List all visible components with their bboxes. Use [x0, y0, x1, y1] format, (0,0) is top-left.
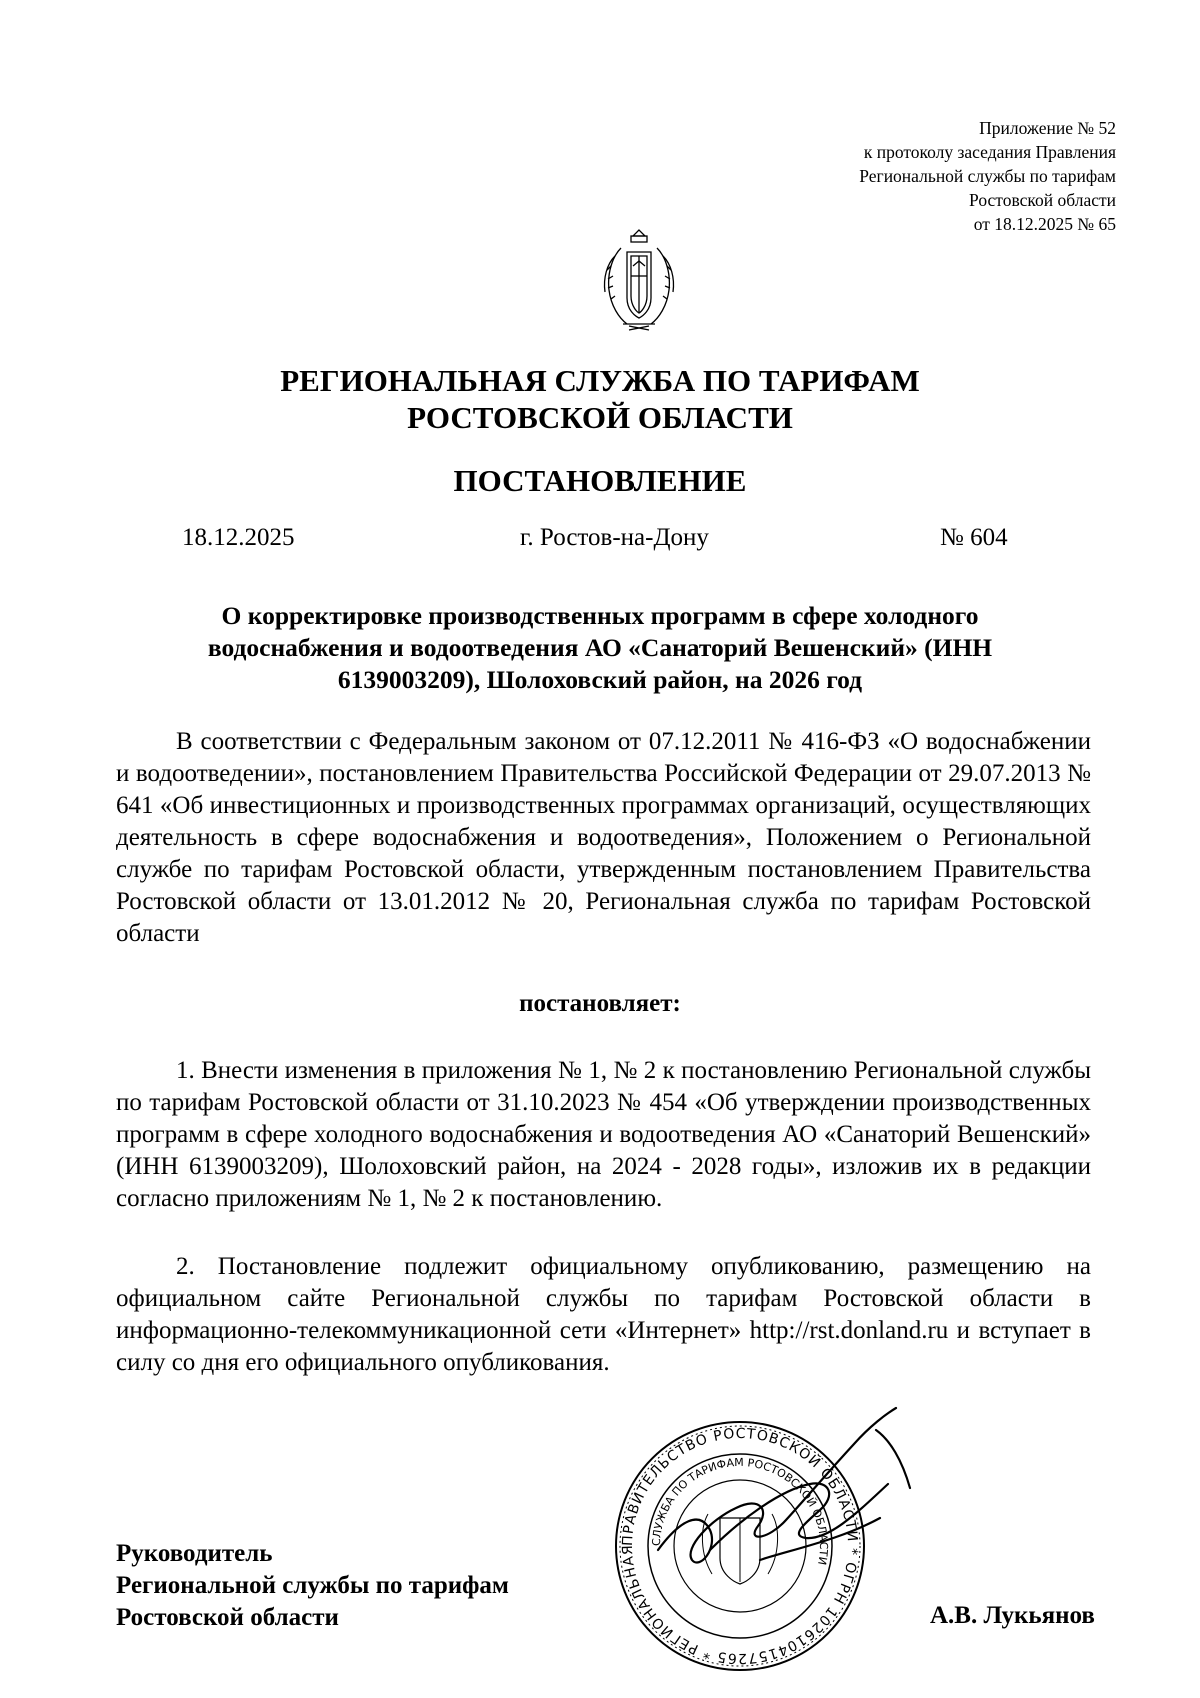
signer-title [116, 1538, 509, 1634]
subject-line: 6139003209), Шолоховский район, на 2026 год [337, 665, 863, 694]
seal-ring-text: ПРАВИТЕЛЬСТВО РОСТОВСКОЙ ОБЛАСТИ * ОГРН 1026104157265 * РЕГИОНАЛЬНАЯ [619, 1425, 861, 1667]
decision-item-2: 2. Постановление подлежит официальному опубликованию, размещению на официальном сайте Региональной службы по тарифам Ростовской области в информационно-телекоммуникационной сети «Интернет» http://rst.donland.ru и вступает в силу со дня его официального опубликования. [116, 1253, 1091, 1376]
document-type: ПОСТАНОВЛЕНИЕ [453, 463, 747, 498]
appendix-line: к протоколу заседания Правления [863, 142, 1116, 162]
handwritten-signature-icon [640, 1400, 930, 1610]
document-number: № 604 [940, 524, 1008, 551]
preamble-paragraph: В соответствии с Федеральным законом от 07.12.2011 № 416-ФЗ «О водоснабжении и водоотведении», постановлением Правительства Российской Федерации от 29.07.2013 № 641 «Об инвестиционных и производственных программах организаций, осуществляющих деятельность в сфере водоснабжения и водоотведения», Положением о Региональной службе по тарифам Ростовской области, утвержденным постановлением Правительства Ростовской области от 13.01.2012 № 20, Региональная служба по тарифам Ростовской области [116, 728, 1091, 947]
coat-of-arms-icon [593, 226, 685, 332]
subject-line: О корректировке производственных программ в сфере холодного [221, 601, 979, 630]
appendix-line: от 18.12.2025 № 65 [973, 214, 1116, 234]
appendix-reference [756, 116, 1116, 236]
signer-title-line: Ростовской области [116, 1604, 339, 1631]
signer-title-line: Руководитель [116, 1540, 273, 1567]
signer-name: А.В. Лукьянов [930, 1602, 1095, 1629]
document-subject [140, 600, 1060, 696]
signer-title-line: Региональной службы по тарифам [116, 1572, 509, 1599]
decree-word: постановляет: [519, 990, 681, 1017]
document-city: г. Ростов-на-Дону [520, 524, 709, 551]
subject-line: водоснабжения и водоотведения АО «Санаторий Вешенский» (ИНН [207, 633, 993, 662]
organization-name [0, 362, 1200, 436]
organization-name-line: РОСТОВСКОЙ ОБЛАСТИ [407, 400, 793, 435]
decision-item-1: 1. Внести изменения в приложения № 1, № 2 к постановлению Региональной службы по тарифам Ростовской области от 31.10.2023 № 454 «Об утверждении производственных программ в сфере холодного водоснабжения и водоотведения АО «Санаторий Вешенский» (ИНН 6139003209), Шолоховский район, на 2024 - 2028 годы», изложив их в редакции согласно приложениям № 1, № 2 к постановлению. [116, 1057, 1091, 1212]
seal-inner-text: СЛУЖБА ПО ТАРИФАМ РОСТОВСКОЙ ОБЛАСТИ [649, 1455, 831, 1566]
appendix-line: Приложение № 52 [979, 118, 1116, 138]
organization-name-line: РЕГИОНАЛЬНАЯ СЛУЖБА ПО ТАРИФАМ [280, 363, 920, 398]
document-date: 18.12.2025 [182, 524, 295, 551]
appendix-line: Ростовской области [969, 190, 1116, 210]
appendix-line: Региональной службы по тарифам [859, 166, 1116, 186]
